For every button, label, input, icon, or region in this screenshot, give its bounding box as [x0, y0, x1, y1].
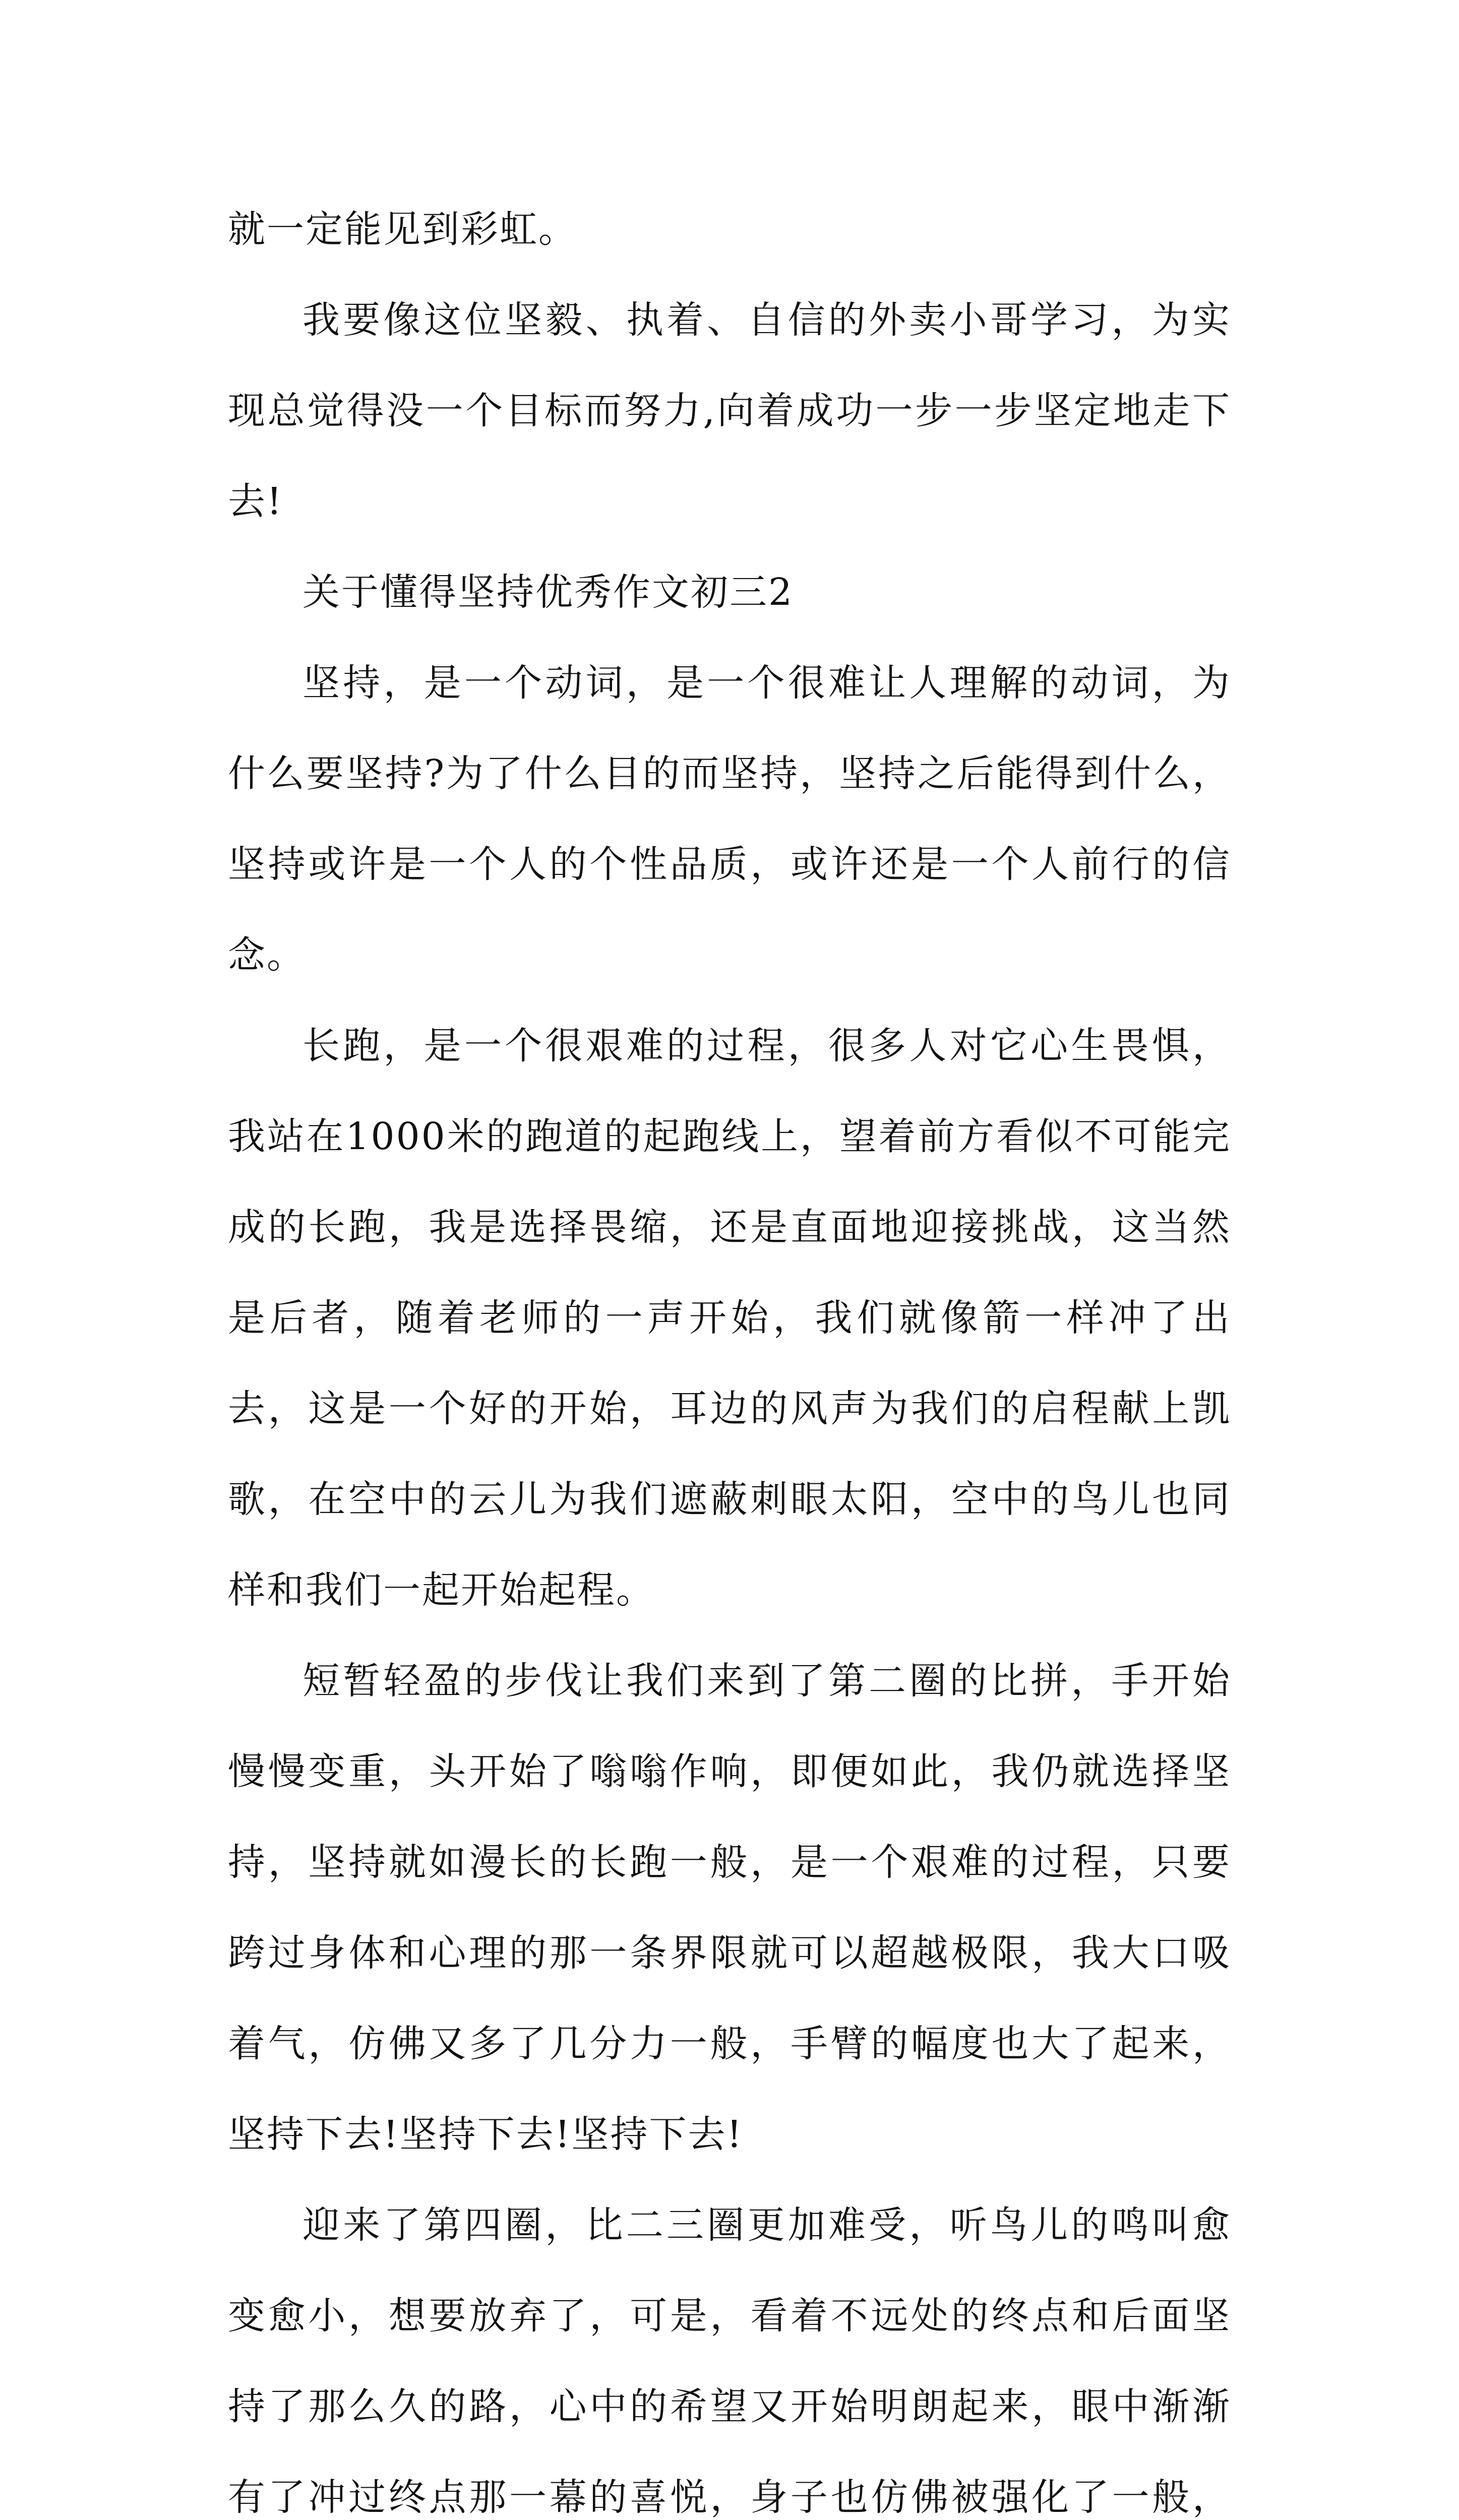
paragraph-6: 迎来了第四圈，比二三圈更加难受，听鸟儿的鸣叫愈变愈小，想要放弃了，可是，看着不远处的终点和后面坚持了那么久的路，心中的希望又开始明朗起来，眼中渐渐有了冲过终点那一幕的喜悦，身子也仿佛被强化了一般，	[228, 2203, 1231, 2519]
paragraph-1: 就一定能见到彩虹。	[228, 208, 577, 251]
paragraph-4: 长跑，是一个很艰难的过程，很多人对它心生畏惧，我站在1000米的跑道的起跑线上，望着前方看似不可能完成的长跑，我是选择畏缩，还是直面地迎接挑战，这当然是后者，随着老师的一声开始，我们就像箭一样冲了出去，这是一个好的开始，耳边的风声为我们的启程献上凯歌，在空中的云儿为我们遮蔽刺眼太阳，空中的鸟儿也同样和我们一起开始起程。	[228, 1024, 1231, 1612]
paragraph-5: 短暂轻盈的步伐让我们来到了第二圈的比拼，手开始慢慢变重，头开始了嗡嗡作响，即便如此，我仍就选择坚持，坚持就如漫长的长跑一般，是一个艰难的过程，只要跨过身体和心理的那一条界限就可以超越极限，我大口吸着气，仿佛又多了几分力一般，手臂的幅度也大了起来，坚持下去!坚持下去!坚持下去!	[228, 1659, 1231, 2156]
section-heading: 关于懂得坚持优秀作文初三2	[302, 571, 794, 614]
paragraph-3: 坚持，是一个动词，是一个很难让人理解的动词，为什么要坚持?为了什么目的而坚持，坚持之后能得到什么，坚持或许是一个人的个性品质，或许还是一个人前行的信念。	[228, 661, 1231, 977]
document-body	[228, 184, 1231, 2520]
paragraph-2: 我要像这位坚毅、执着、自信的外卖小哥学习，为实现总觉得没一个目标而努力,向着成功一步一步坚定地走下去!	[228, 298, 1231, 523]
